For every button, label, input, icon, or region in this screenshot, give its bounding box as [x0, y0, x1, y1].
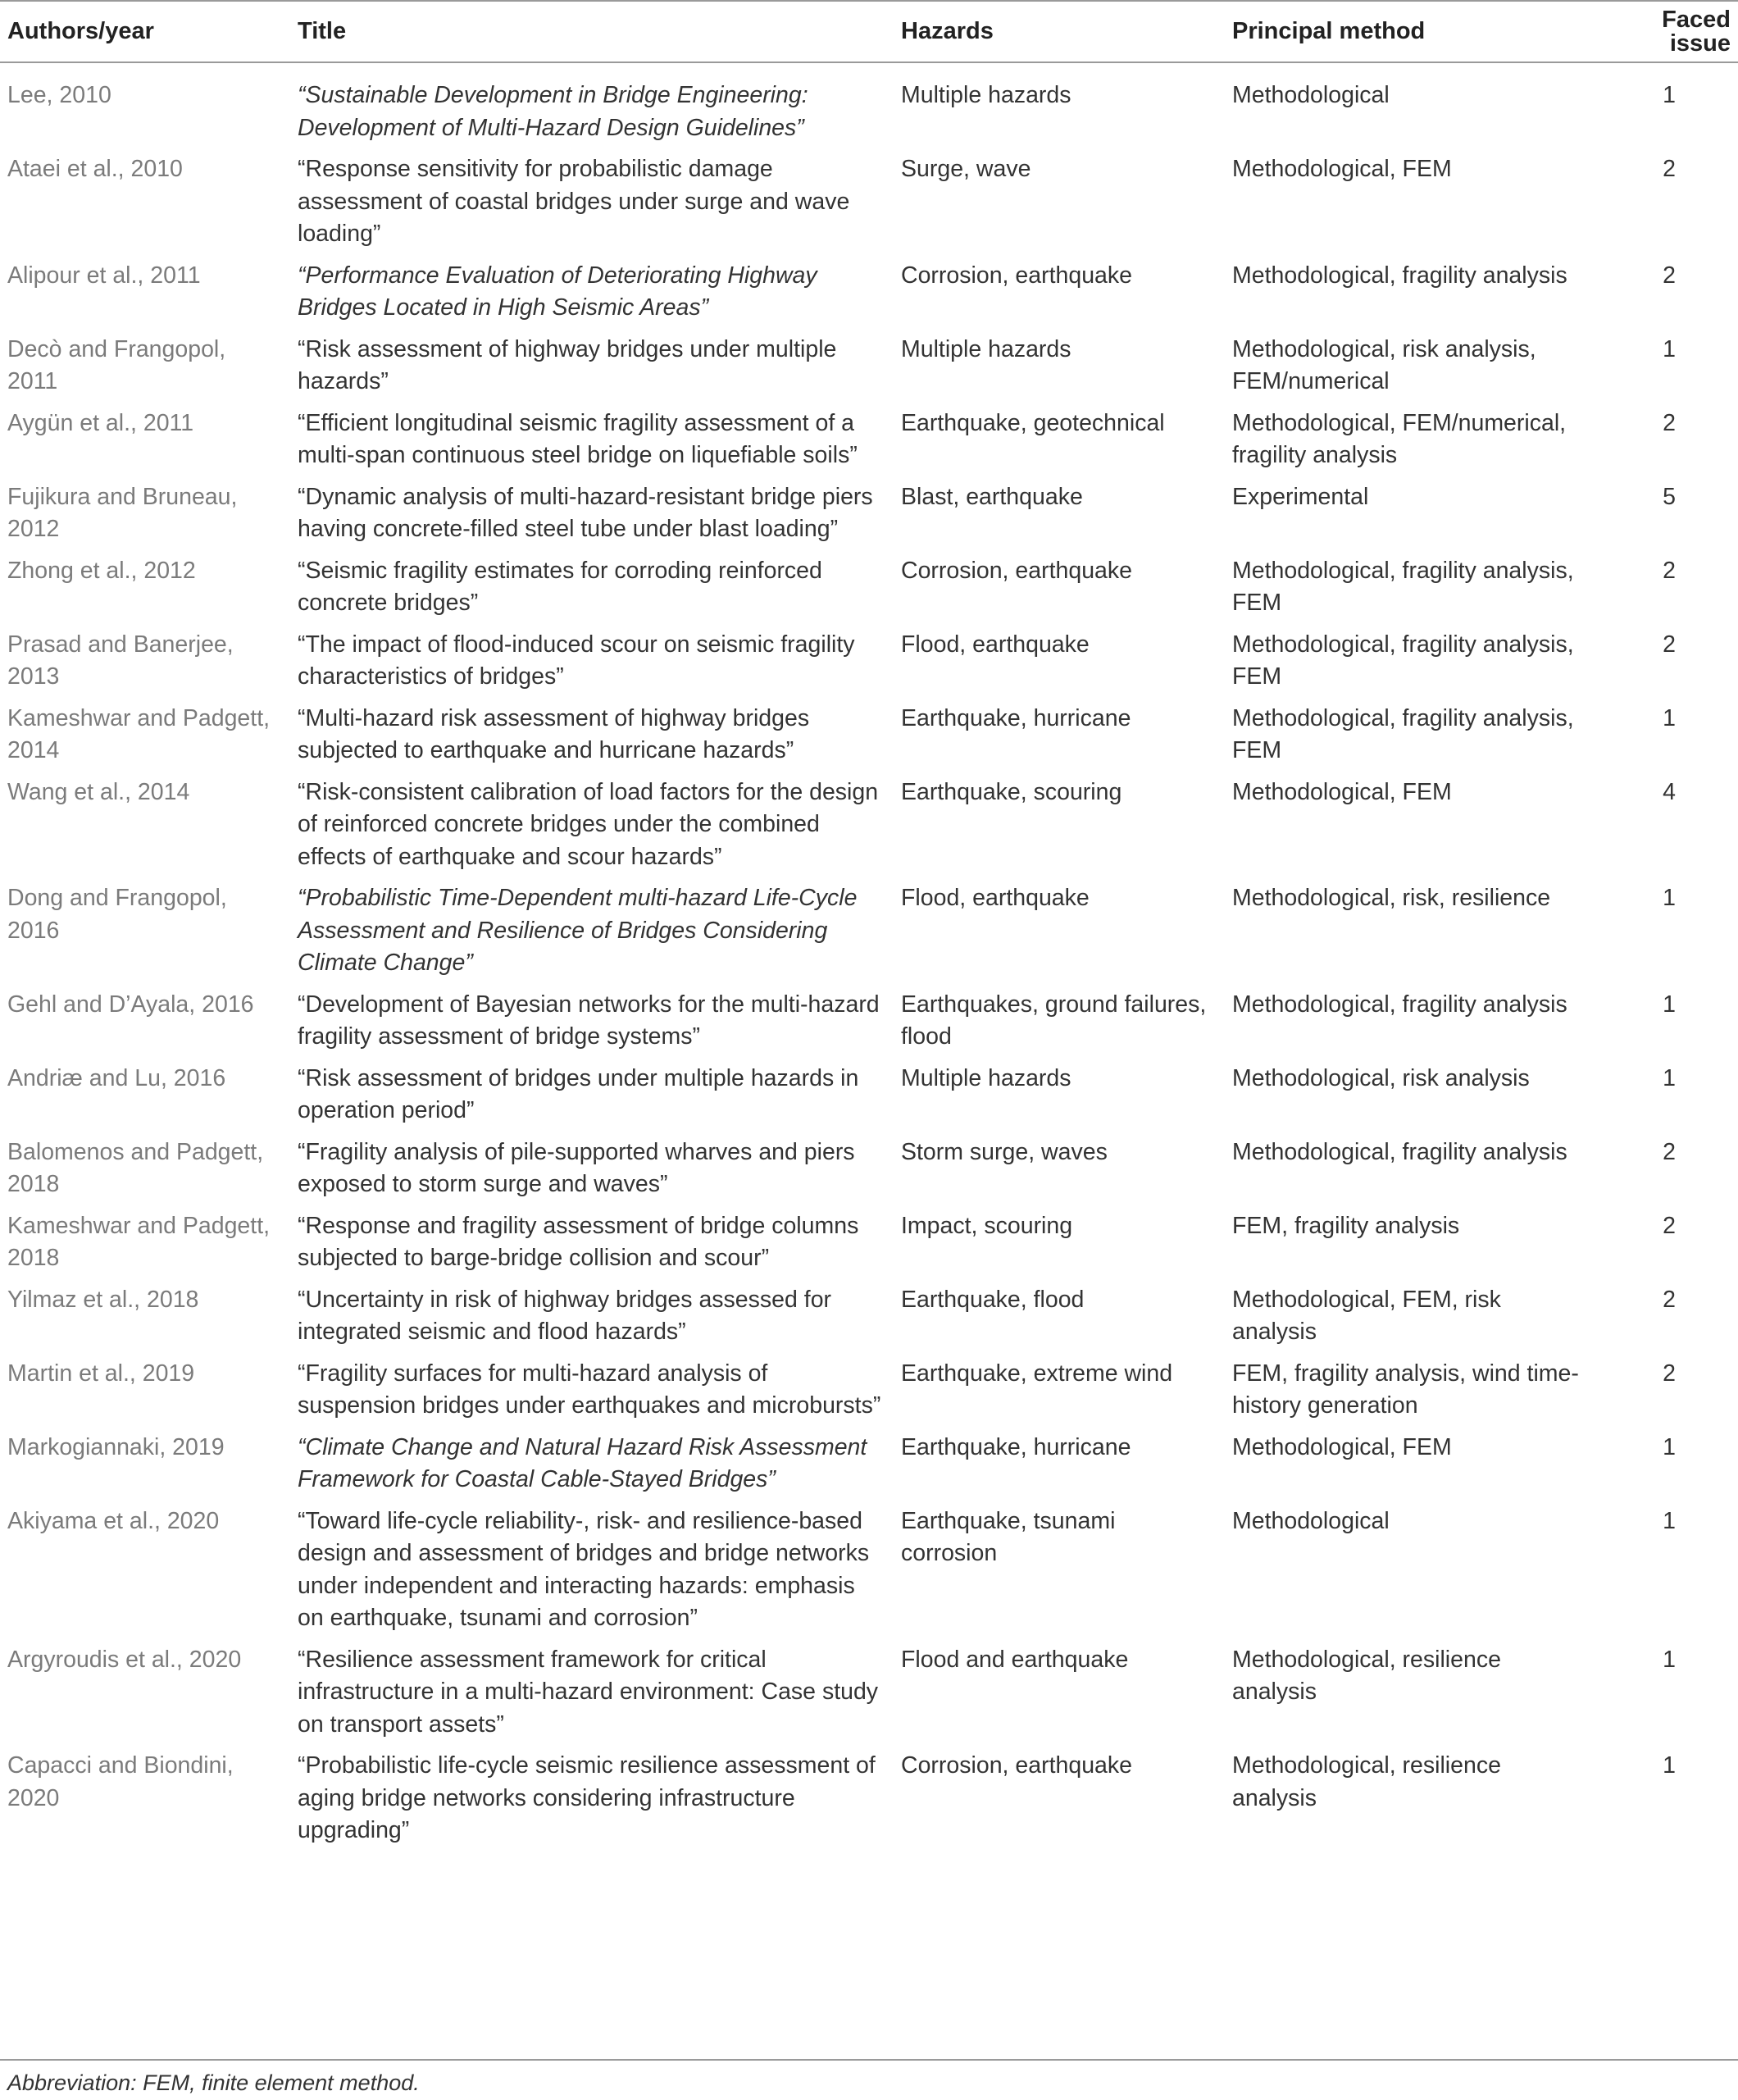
cell-faced-issue: 1	[1663, 885, 1676, 911]
table-row	[0, 989, 1738, 1063]
table-bottom-rule	[0, 2059, 1738, 2061]
cell-authors: Andriæ and Lu, 2016	[7, 1064, 226, 1091]
table-row	[0, 1750, 1738, 1856]
cell-faced-issue: 2	[1663, 262, 1676, 289]
cell-hazards: Multiple hazards	[901, 1064, 1071, 1091]
cell-title: “Risk assessment of highway bridges under multiple hazards”	[298, 335, 837, 394]
table-row	[0, 260, 1738, 334]
table-row	[0, 1210, 1738, 1284]
table-row	[0, 334, 1738, 408]
cell-hazards: Blast, earthquake	[901, 483, 1083, 510]
cell-title-text: “Climate Change and Natural Hazard Risk Assessment Framework for Coastal Cable-Stayed Bridges”	[298, 1433, 867, 1492]
cell-method: Methodological, fragility analysis, FEM	[1232, 557, 1574, 616]
cell-hazards: Corrosion, earthquake	[901, 262, 1132, 289]
cell-authors: Argyroudis et al., 2020	[7, 1646, 242, 1673]
cell-authors: Aygün et al., 2011	[7, 409, 194, 436]
cell-faced-issue: 2	[1663, 631, 1676, 658]
cell-title: “Efficient longitudinal seismic fragility assessment of a multi-span continuous steel bridge on liquefiable soils”	[298, 409, 858, 468]
cell-hazards: Multiple hazards	[901, 82, 1071, 108]
cell-faced-issue: 2	[1663, 409, 1676, 436]
cell-hazards: Flood, earthquake	[901, 885, 1090, 911]
cell-title	[290, 62, 894, 153]
cell-title: “Response sensitivity for probabilistic damage assessment of coastal bridges under surge and wave loading”	[298, 156, 850, 247]
table-row	[0, 555, 1738, 629]
cell-method: Methodological, risk analysis, FEM/numerical	[1232, 335, 1536, 394]
cell-hazards: Storm surge, waves	[901, 1138, 1108, 1165]
table-row	[0, 1432, 1738, 1506]
cell-title-text: “Sustainable Development in Bridge Engineering: Development of Multi-Hazard Design Guidelines”	[298, 82, 808, 141]
cell-hazards: Impact, scouring	[901, 1212, 1073, 1239]
table-row	[0, 481, 1738, 555]
cell-faced-issue: 2	[1663, 1286, 1676, 1313]
cell-title	[290, 882, 894, 989]
cell-method: Methodological, FEM, risk analysis	[1232, 1286, 1501, 1345]
header-faced-issue: Faced issue	[1662, 6, 1731, 57]
table-header	[0, 1, 1738, 62]
cell-hazards: Surge, wave	[901, 156, 1031, 182]
cell-hazards: Flood, earthquake	[901, 631, 1090, 658]
cell-title: “Fragility surfaces for multi-hazard analysis of suspension bridges under earthquakes and microbursts”	[298, 1360, 881, 1419]
table-row	[0, 1137, 1738, 1210]
cell-method: Methodological, risk, resilience	[1232, 885, 1551, 911]
cell-faced-issue: 2	[1663, 557, 1676, 584]
cell-authors: Zhong et al., 2012	[7, 557, 196, 584]
cell-method: Methodological, resilience analysis	[1232, 1646, 1501, 1705]
table-row	[0, 1644, 1738, 1751]
cell-authors: Decò and Frangopol, 2011	[7, 335, 226, 394]
cell-faced-issue: 1	[1663, 1507, 1676, 1534]
cell-title: “Risk-consistent calibration of load factors for the design of reinforced concrete bridges under the combined effects of earthquake and scour hazards”	[298, 778, 879, 870]
table-row	[0, 408, 1738, 481]
header-authors: Authors/year	[7, 18, 154, 44]
table-row	[0, 777, 1738, 883]
cell-method: Methodological, fragility analysis	[1232, 1138, 1567, 1165]
cell-faced-issue: 2	[1663, 1212, 1676, 1239]
cell-method: Methodological	[1232, 82, 1390, 108]
cell-title: “Resilience assessment framework for critical infrastructure in a multi-hazard environment: Case study on transport assets”	[298, 1646, 879, 1738]
cell-authors: Lee, 2010	[7, 82, 111, 108]
cell-title: “Multi-hazard risk assessment of highway bridges subjected to earthquake and hurricane hazards”	[298, 704, 810, 763]
cell-authors: Balomenos and Padgett, 2018	[7, 1138, 264, 1197]
cell-faced-issue: 1	[1663, 335, 1676, 362]
cell-authors: Martin et al., 2019	[7, 1360, 195, 1387]
cell-faced-issue: 2	[1663, 1138, 1676, 1165]
cell-authors: Akiyama et al., 2020	[7, 1507, 220, 1534]
cell-authors: Dong and Frangopol, 2016	[7, 885, 227, 944]
cell-title	[290, 260, 894, 334]
header-row	[0, 1, 1738, 62]
cell-faced-issue: 2	[1663, 1360, 1676, 1387]
cell-hazards: Earthquake, flood	[901, 1286, 1085, 1313]
cell-authors: Kameshwar and Padgett, 2014	[7, 704, 271, 763]
cell-method: FEM, fragility analysis	[1232, 1212, 1460, 1239]
cell-hazards: Earthquake, hurricane	[901, 1433, 1131, 1460]
cell-method: Methodological, resilience analysis	[1232, 1752, 1501, 1811]
cell-hazards: Multiple hazards	[901, 335, 1071, 362]
cell-faced-issue: 1	[1663, 82, 1676, 108]
cell-hazards: Earthquakes, ground failures, flood	[901, 991, 1207, 1050]
cell-hazards: Earthquake, scouring	[901, 778, 1122, 805]
table-row	[0, 882, 1738, 989]
cell-authors: Yilmaz et al., 2018	[7, 1286, 199, 1313]
cell-method: Methodological, risk analysis	[1232, 1064, 1530, 1091]
cell-authors: Alipour et al., 2011	[7, 262, 201, 289]
table-row	[0, 1506, 1738, 1644]
cell-hazards: Corrosion, earthquake	[901, 1752, 1132, 1779]
cell-authors: Markogiannaki, 2019	[7, 1433, 225, 1460]
header-title: Title	[298, 18, 347, 44]
cell-hazards: Earthquake, hurricane	[901, 704, 1131, 731]
table-body	[0, 62, 1738, 1856]
cell-hazards: Earthquake, geotechnical	[901, 409, 1165, 436]
table-row	[0, 1284, 1738, 1358]
cell-authors: Capacci and Biondini, 2020	[7, 1752, 234, 1811]
cell-authors: Gehl and D’Ayala, 2016	[7, 991, 254, 1018]
cell-hazards: Corrosion, earthquake	[901, 557, 1132, 584]
cell-title: “Response and fragility assessment of bridge columns subjected to barge-bridge collision and scour”	[298, 1212, 859, 1271]
cell-hazards: Earthquake, tsunami corrosion	[901, 1507, 1116, 1566]
cell-authors: Fujikura and Bruneau, 2012	[7, 483, 238, 542]
cell-title-text: “Performance Evaluation of Deteriorating Highway Bridges Located in High Seismic Areas”	[298, 262, 817, 321]
cell-method: Methodological, fragility analysis	[1232, 262, 1567, 289]
table-row	[0, 1063, 1738, 1137]
cell-title: “Uncertainty in risk of highway bridges assessed for integrated seismic and flood hazards”	[298, 1286, 832, 1345]
cell-faced-issue: 2	[1663, 156, 1676, 182]
cell-hazards: Earthquake, extreme wind	[901, 1360, 1173, 1387]
cell-faced-issue: 4	[1663, 778, 1676, 805]
cell-faced-issue: 1	[1663, 991, 1676, 1018]
cell-authors: Wang et al., 2014	[7, 778, 190, 805]
cell-authors: Kameshwar and Padgett, 2018	[7, 1212, 271, 1271]
cell-method: Methodological, FEM	[1232, 156, 1452, 182]
cell-title: “Dynamic analysis of multi-hazard-resistant bridge piers having concrete-filled steel tube under blast loading”	[298, 483, 873, 542]
cell-title: “Risk assessment of bridges under multiple hazards in operation period”	[298, 1064, 859, 1123]
cell-method: Methodological, FEM	[1232, 778, 1452, 805]
cell-title: “Toward life-cycle reliability-, risk- and resilience-based design and assessment of bridges and bridge networks under independent and interacting hazards: emphasis on earthquake, tsunami and corrosion”	[298, 1507, 870, 1631]
header-method: Principal method	[1232, 18, 1426, 44]
cell-faced-issue: 5	[1663, 483, 1676, 510]
table-row	[0, 703, 1738, 777]
cell-faced-issue: 1	[1663, 704, 1676, 731]
cell-faced-issue: 1	[1663, 1646, 1676, 1673]
cell-method: Methodological, fragility analysis, FEM	[1232, 631, 1574, 690]
cell-hazards: Flood and earthquake	[901, 1646, 1129, 1673]
header-hazards: Hazards	[901, 18, 994, 44]
cell-method: Methodological, fragility analysis, FEM	[1232, 704, 1574, 763]
table-footnote: Abbreviation: FEM, finite element method.	[7, 2070, 420, 2095]
cell-faced-issue: 1	[1663, 1064, 1676, 1091]
table-row	[0, 1358, 1738, 1432]
cell-authors: Ataei et al., 2010	[7, 156, 183, 182]
cell-method: Methodological, FEM	[1232, 1433, 1452, 1460]
cell-method: Methodological, fragility analysis	[1232, 991, 1567, 1018]
cell-title: “Seismic fragility estimates for corroding reinforced concrete bridges”	[298, 557, 822, 616]
cell-authors: Prasad and Banerjee, 2013	[7, 631, 234, 690]
cell-title: “Fragility analysis of pile-supported wharves and piers exposed to storm surge and waves”	[298, 1138, 855, 1197]
cell-title: “Probabilistic life-cycle seismic resilience assessment of aging bridge networks considering infrastructure upgrading”	[298, 1752, 876, 1843]
table-row	[0, 153, 1738, 260]
table-row	[0, 62, 1738, 153]
cell-method: Methodological, FEM/numerical, fragility analysis	[1232, 409, 1567, 468]
cell-title	[290, 1432, 894, 1506]
cell-title: “Development of Bayesian networks for the multi-hazard fragility assessment of bridge systems”	[298, 991, 880, 1050]
cell-title: “The impact of flood-induced scour on seismic fragility characteristics of bridges”	[298, 631, 855, 690]
cell-method: Methodological	[1232, 1507, 1390, 1534]
cell-title-text: “Probabilistic Time-Dependent multi-hazard Life-Cycle Assessment and Resilience of Bridges Considering Climate Change”	[298, 885, 858, 976]
table-row	[0, 629, 1738, 703]
cell-method: Experimental	[1232, 483, 1369, 510]
cell-faced-issue: 1	[1663, 1433, 1676, 1460]
cell-faced-issue: 1	[1663, 1752, 1676, 1779]
cell-method: FEM, fragility analysis, wind time-history generation	[1232, 1360, 1579, 1419]
